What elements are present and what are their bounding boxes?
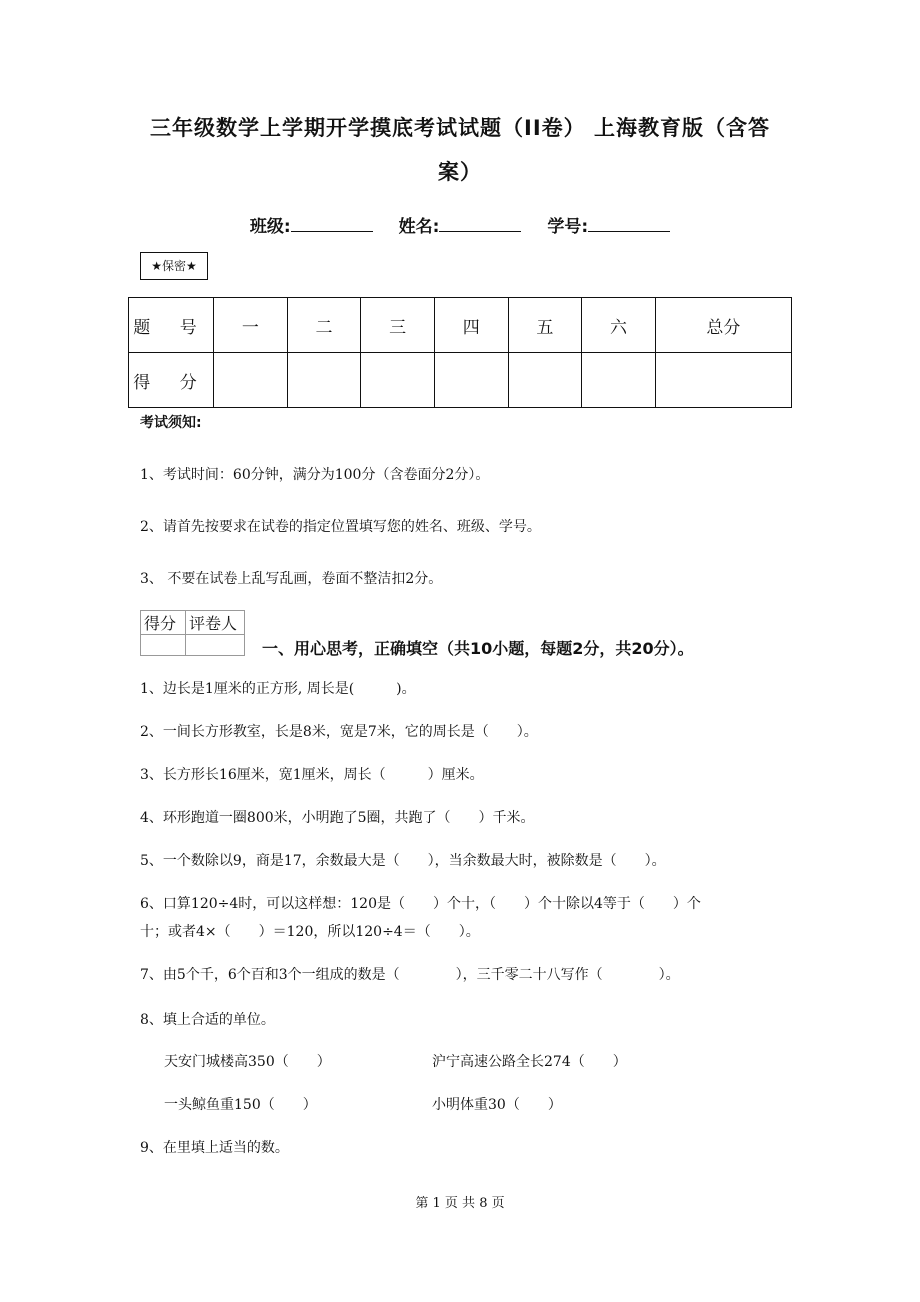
- exam-notice-title: 考试须知:: [140, 415, 202, 431]
- score-cell[interactable]: [434, 353, 508, 408]
- confidential-badge: ★保密★: [140, 252, 208, 280]
- question-7: 7、由5个千，6个百和3个一组成的数是（ ），三千零二十八写作（ ）。: [140, 967, 680, 983]
- student-id-field: 学号:: [547, 217, 670, 237]
- question-2: 2、一间长方形教室，长是8米，宽是7米，它的周长是（ ）。: [140, 724, 538, 740]
- unit-item-gate-tower: 天安门城楼高350（ ）: [164, 1054, 331, 1070]
- question-6-line-2: 十；或者4×（ ）＝120，所以120÷4＝（ ）。: [140, 924, 480, 940]
- score-column-1: 一: [214, 298, 288, 353]
- score-cell[interactable]: [582, 353, 656, 408]
- score-column-total: 总分: [655, 298, 791, 353]
- score-table-score-row: [129, 353, 792, 408]
- score-cell[interactable]: [361, 353, 435, 408]
- score-column-5: 五: [508, 298, 582, 353]
- notice-item-2: 2、请首先按要求在试卷的指定位置填写您的姓名、班级、学号。: [140, 519, 541, 535]
- name-field: 姓名:: [399, 217, 522, 237]
- score-column-4: 四: [434, 298, 508, 353]
- question-6-line-1: 6、口算120÷4时，可以这样想：120是（ ）个十，（ ）个十除以4等于（ ）个: [140, 896, 701, 912]
- grader-score-cell[interactable]: [141, 635, 186, 656]
- score-column-2: 二: [287, 298, 361, 353]
- notice-item-1: 1、考试时间：60分钟，满分为100分（含卷面分2分）。: [140, 467, 490, 483]
- question-3: 3、长方形长16厘米，宽1厘米，周长（ ）厘米。: [140, 767, 484, 783]
- grader-name-cell[interactable]: [186, 635, 245, 656]
- question-number-header: 题 号: [129, 298, 214, 353]
- name-blank[interactable]: [439, 215, 521, 232]
- class-blank[interactable]: [291, 215, 373, 232]
- question-8: 8、填上合适的单位。: [140, 1012, 275, 1028]
- question-9: 9、在里填上适当的数。: [140, 1140, 289, 1156]
- title-line-2: 案）: [438, 160, 482, 184]
- class-field: 班级:: [250, 217, 373, 237]
- unit-item-whale: 一头鲸鱼重150（ ）: [164, 1097, 317, 1113]
- grader-score-label: 得分: [141, 611, 186, 635]
- grader-box: [140, 610, 245, 656]
- unit-item-weight: 小明体重30（ ）: [432, 1097, 562, 1113]
- question-1: 1、边长是1厘米的正方形, 周长是( )。: [140, 681, 416, 697]
- section-1-heading: 一、用心思考，正确填空（共10小题，每题2分，共20分）。: [262, 639, 694, 658]
- notice-item-3: 3、 不要在试卷上乱写乱画，卷面不整洁扣2分。: [140, 571, 443, 587]
- score-row-header: 得 分: [129, 353, 214, 408]
- score-column-6: 六: [582, 298, 656, 353]
- grader-name-label: 评卷人: [186, 611, 245, 635]
- score-table-header-row: [129, 298, 792, 353]
- document-title: [120, 106, 800, 194]
- score-column-3: 三: [361, 298, 435, 353]
- score-cell[interactable]: [287, 353, 361, 408]
- title-line-1: 三年级数学上学期开学摸底考试试题（II卷） 上海教育版（含答: [150, 116, 770, 140]
- score-cell[interactable]: [214, 353, 288, 408]
- student-id-blank[interactable]: [588, 215, 670, 232]
- question-5: 5、一个数除以9，商是17，余数最大是（ ），当余数最大时，被除数是（ ）。: [140, 853, 666, 869]
- student-info-row: [0, 212, 920, 237]
- score-cell[interactable]: [508, 353, 582, 408]
- unit-item-highway: 沪宁高速公路全长274（ ）: [432, 1054, 627, 1070]
- question-4: 4、环形跑道一圈800米，小明跑了5圈，共跑了（ ）千米。: [140, 810, 535, 826]
- page-footer: 第 1 页 共 8 页: [415, 1196, 505, 1211]
- score-table: [128, 297, 792, 408]
- score-cell[interactable]: [655, 353, 791, 408]
